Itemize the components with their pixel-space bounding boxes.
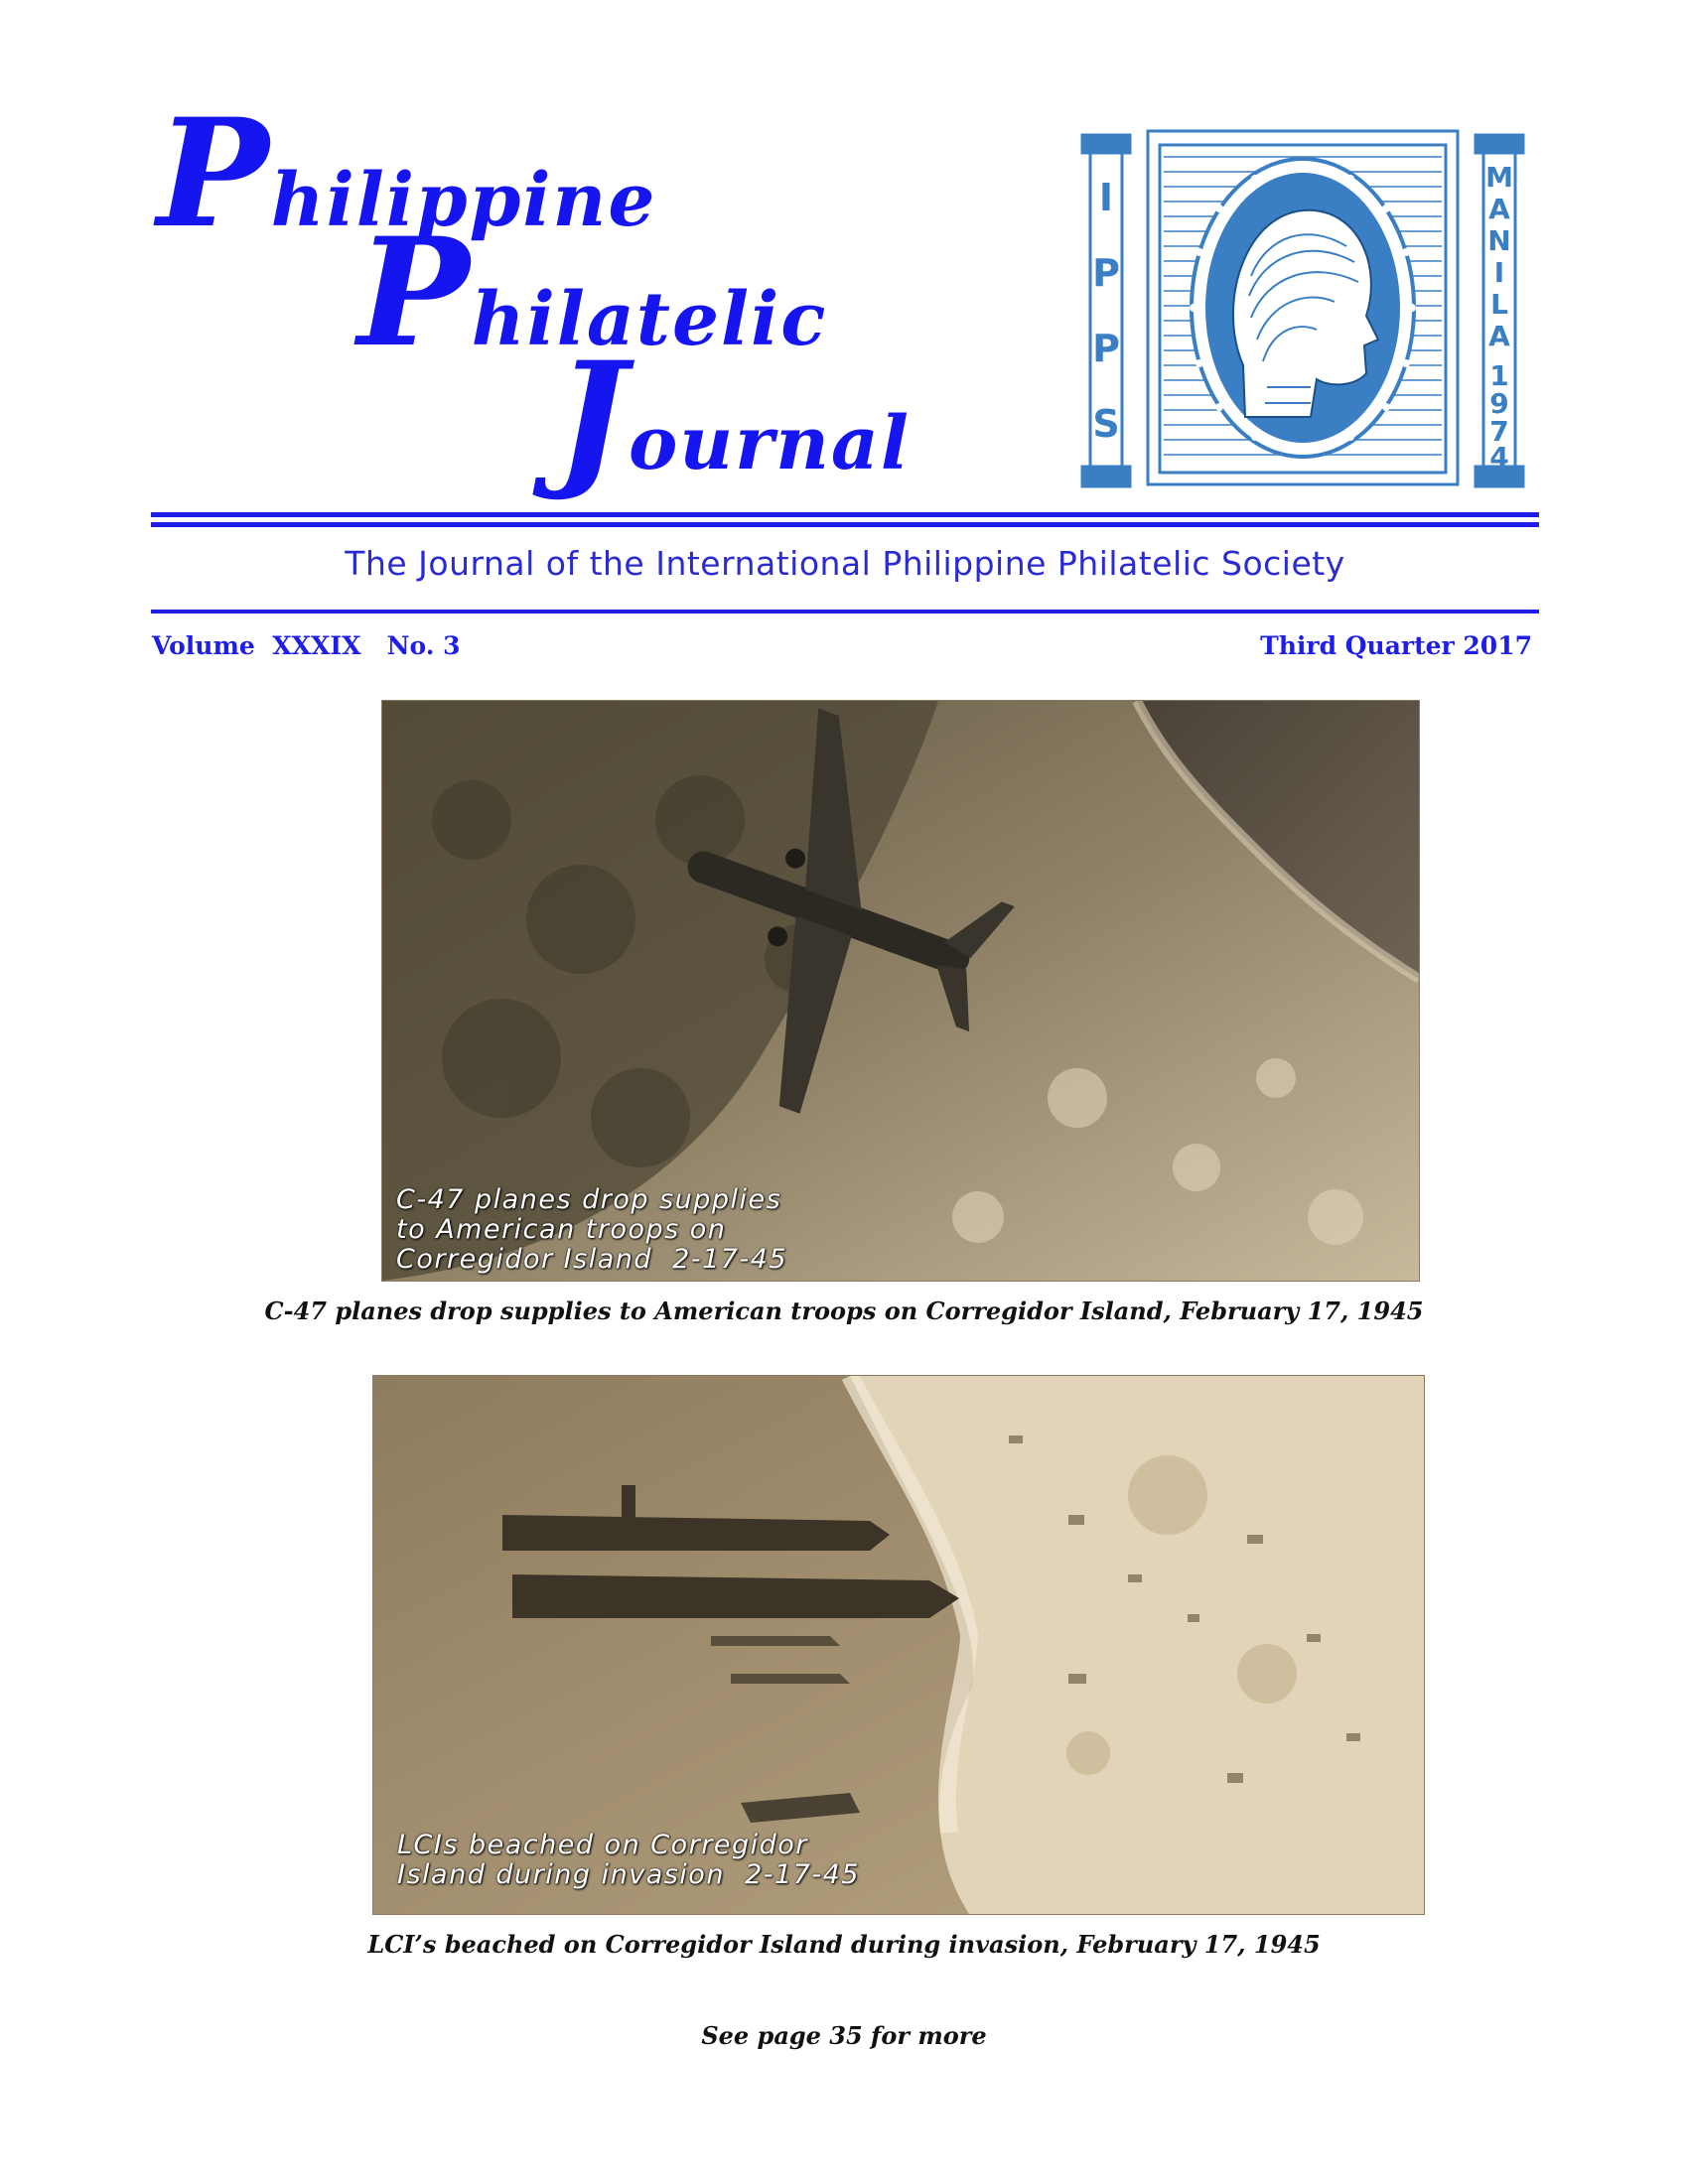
masthead-initial: P — [357, 205, 472, 380]
svg-text:1: 1 — [1489, 359, 1509, 392]
svg-text:I: I — [1098, 176, 1114, 219]
photo-overlay-text: C-47 planes drop supplies to American troops on Corregidor Island 2-17-45 — [396, 1184, 788, 1275]
svg-text:4: 4 — [1489, 441, 1509, 474]
svg-text:P: P — [1092, 327, 1120, 370]
photo-caption-lci: LCI’s beached on Corregidor Island during invasion, February 17, 1945 — [367, 1930, 1321, 1959]
volume-number: Volume XXXIX No. 3 — [152, 631, 461, 660]
masthead-initial: P — [157, 86, 271, 261]
issue-quarter: Third Quarter 2017 — [1260, 631, 1532, 660]
svg-text:M: M — [1485, 161, 1513, 194]
masthead-word: ournal — [628, 401, 911, 486]
journal-subtitle: The Journal of the International Philippine Philatelic Society — [345, 544, 1345, 583]
masthead-word: hilippine — [270, 158, 657, 243]
stamp-portrait-icon — [1068, 127, 1537, 498]
photo-caption-c47: C-47 planes drop supplies to American troops on Corregidor Island, February 17, 1945 — [264, 1297, 1424, 1325]
svg-text:7: 7 — [1489, 415, 1509, 448]
masthead-word: hilatelic — [471, 277, 828, 362]
svg-text:P: P — [1092, 251, 1120, 295]
svg-text:A: A — [1488, 193, 1510, 225]
svg-text:S: S — [1092, 402, 1120, 446]
photo-c47-supply-drop — [381, 700, 1420, 1282]
svg-text:9: 9 — [1489, 387, 1509, 420]
header-rule-top-second — [151, 522, 1539, 527]
header-rule-bottom — [151, 610, 1539, 614]
svg-text:I: I — [1493, 256, 1505, 289]
photo-lci-beached — [372, 1375, 1425, 1915]
masthead-line-journal — [556, 330, 911, 504]
svg-text:L: L — [1490, 288, 1508, 321]
see-page-note: See page 35 for more — [701, 2021, 987, 2050]
ipps-stamp-logo — [1068, 127, 1537, 498]
svg-text:N: N — [1487, 224, 1511, 257]
header-rule-top — [151, 512, 1539, 517]
photo-overlay-text: LCIs beached on Corregidor Island during invasion 2-17-45 — [397, 1830, 860, 1890]
svg-text:A: A — [1488, 320, 1510, 352]
masthead-initial: J — [556, 330, 629, 504]
